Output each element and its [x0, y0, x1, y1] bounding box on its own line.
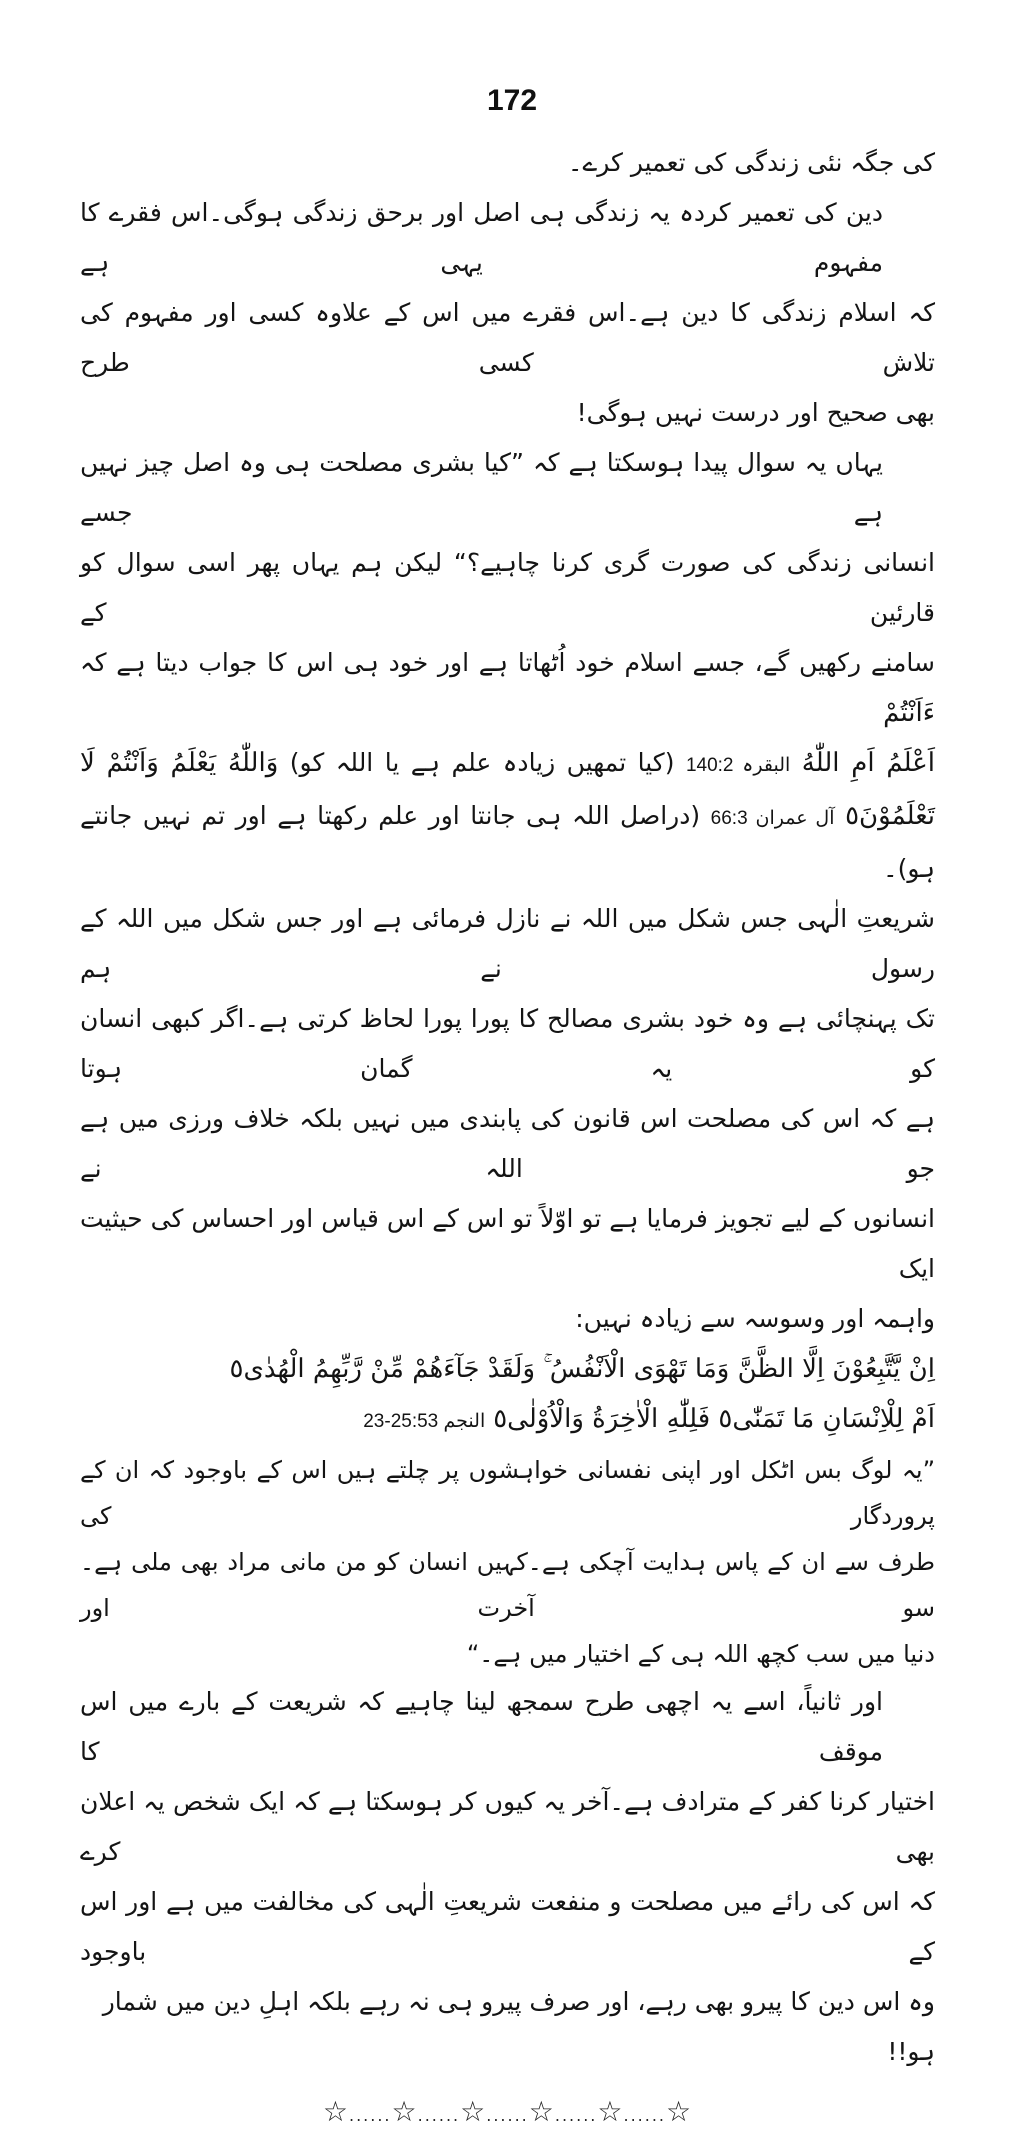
text-line: انسانی زندگی کی صورت گری کرنا چاہیے؟“ لیکن ہم یہاں پھر اسی سوال کو قارئین کے — [80, 548, 935, 627]
arabic-verse-segment: وَاللّٰهُ يَعْلَمُ وَاَنْتُمْ لَا — [80, 748, 279, 778]
page-number: 172 — [486, 84, 538, 117]
divider-dots: ...... — [417, 2106, 461, 2125]
text-line — [80, 638, 935, 738]
text-line: بھی صحیح اور درست نہیں ہوگی! — [576, 398, 935, 427]
verse-reference: النجم 25:53-23 — [363, 1411, 486, 1432]
arabic-verse-segment: تَعْلَمُوْنَ٥ — [845, 801, 935, 831]
text-line: ہے کہ اس کی مصلحت اس قانون کی پابندی میں نہیں بلکہ خلاف ورزی میں ہے جو اللہ نے — [80, 1104, 935, 1183]
text-segment: (کیا تمھیں زیادہ علم ہے یا اللہ کو) — [289, 748, 675, 777]
text-segment: (دراصل اللہ ہی جانتا اور علم رکھتا ہے اور تم نہیں جانتے ہو)۔ — [80, 801, 935, 883]
star-icon: ☆ — [597, 2095, 624, 2128]
text-line — [80, 738, 935, 791]
divider-dots: ...... — [348, 2106, 392, 2125]
paragraph-3 — [80, 438, 935, 894]
star-icon: ☆ — [666, 2095, 693, 2128]
text-line: واہمہ اور وسوسہ سے زیادہ نہیں: — [575, 1304, 935, 1333]
star-icon: ☆ — [528, 2095, 555, 2128]
paragraph-continuation: کی جگہ نئی زندگی کی تعمیر کرے۔ — [567, 148, 935, 177]
arabic-verse-segment: اَمْ لِلْاِنْسَانِ مَا تَمَنّٰى٥ فَلِلّٰهِ الْاٰخِرَةُ وَالْاُوْلٰى٥ — [493, 1404, 935, 1434]
text-line: اختیار کرنا کفر کے مترادف ہے۔آخر یہ کیوں کر ہوسکتا ہے کہ ایک شخص یہ اعلان بھی کرے — [80, 1787, 935, 1866]
arabic-verse-segment: اَعْلَمُ اَمِ اللّٰهُ — [801, 748, 935, 778]
verse-translation — [80, 1447, 935, 1677]
text-line: دین کی تعمیر کردہ یہ زندگی ہی اصل اور برحق زندگی ہوگی۔اس فقرے کا مفہوم یہی ہے — [80, 198, 883, 277]
paragraph-2 — [80, 188, 935, 438]
star-icon: ☆ — [460, 2095, 487, 2128]
text-line: کہ اسلام زندگی کا دین ہے۔اس فقرے میں اس کے علاوہ کسی اور مفہوم کی تلاش کسی طرح — [80, 298, 935, 377]
text-line: ”یہ لوگ بس اٹکل اور اپنی نفسانی خواہشوں پر چلتے ہیں اس کے باوجود کہ ان کے پروردگار کی — [80, 1456, 935, 1530]
paragraph-5 — [80, 1677, 935, 2077]
star-icon: ☆ — [322, 2095, 349, 2128]
verse-reference: البقرہ 140:2 — [685, 755, 791, 776]
verse-reference: آل عمران 66:3 — [710, 808, 835, 829]
text-line: وہ اس دین کا پیرو بھی رہے، اور صرف پیرو ہی نہ رہے بلکہ اہلِ دین میں شمار ہو!! — [102, 1987, 935, 2066]
text-segment: سامنے رکھیں گے، جسے اسلام خود اُٹھاتا ہے اور خود ہی اس کا جواب دیتا ہے کہ — [80, 648, 935, 677]
divider-dots: ...... — [486, 2106, 529, 2125]
paragraph-4 — [80, 894, 935, 1344]
text-line: تک پہنچائی ہے وہ خود بشری مصالح کا پورا پورا لحاظ کرتی ہے۔اگر کبھی انسان کو یہ گمان ہوتا — [80, 1004, 935, 1083]
text-line: انسانوں کے لیے تجویز فرمایا ہے تو اوّلاً تو اس کے اس قیاس اور احساس کی حیثیت ایک — [80, 1204, 935, 1283]
section-divider — [80, 2087, 935, 2141]
divider-dots: ...... — [623, 2106, 666, 2125]
divider-dots: ...... — [554, 2106, 598, 2125]
arabic-verse-line — [80, 1394, 935, 1447]
quranic-verse-block — [80, 1344, 935, 1447]
arabic-verse-line: اِنْ يَّتَّبِعُوْنَ اِلَّا الظَّنَّ وَمَا تَهْوَى الْاَنْفُسُ ۚ وَلَقَدْ جَآءَهُمْ مِّنْ رَّبِّهِمُ الْهُدٰى٥ — [229, 1354, 935, 1384]
text-line: شریعتِ الٰہی جس شکل میں اللہ نے نازل فرمائی ہے اور جس شکل میں اللہ کے رسول نے ہم — [80, 904, 935, 983]
page-body — [80, 138, 935, 2141]
text-line: طرف سے ان کے پاس ہدایت آچکی ہے۔کہیں انسان کو من مانی مراد بھی ملی ہے۔سو آخرت اور — [80, 1548, 935, 1622]
text-line: کہ اس کی رائے میں مصلحت و منفعت شریعتِ الٰہی کی مخالفت میں ہے اور اس کے باوجود — [80, 1887, 935, 1966]
text-line: دنیا میں سب کچھ اللہ ہی کے اختیار میں ہے۔“ — [466, 1640, 935, 1668]
text-line — [80, 791, 935, 894]
arabic-verse-segment: ءَاَنْتُمْ — [883, 698, 935, 728]
text-line: اور ثانیاً، اسے یہ اچھی طرح سمجھ لینا چاہیے کہ شریعت کے بارے میں اس موقف کا — [80, 1687, 883, 1766]
text-line: یہاں یہ سوال پیدا ہوسکتا ہے کہ ”کیا بشری مصلحت ہی وہ اصل چیز نہیں ہے جسے — [80, 448, 883, 527]
star-icon: ☆ — [391, 2095, 418, 2128]
